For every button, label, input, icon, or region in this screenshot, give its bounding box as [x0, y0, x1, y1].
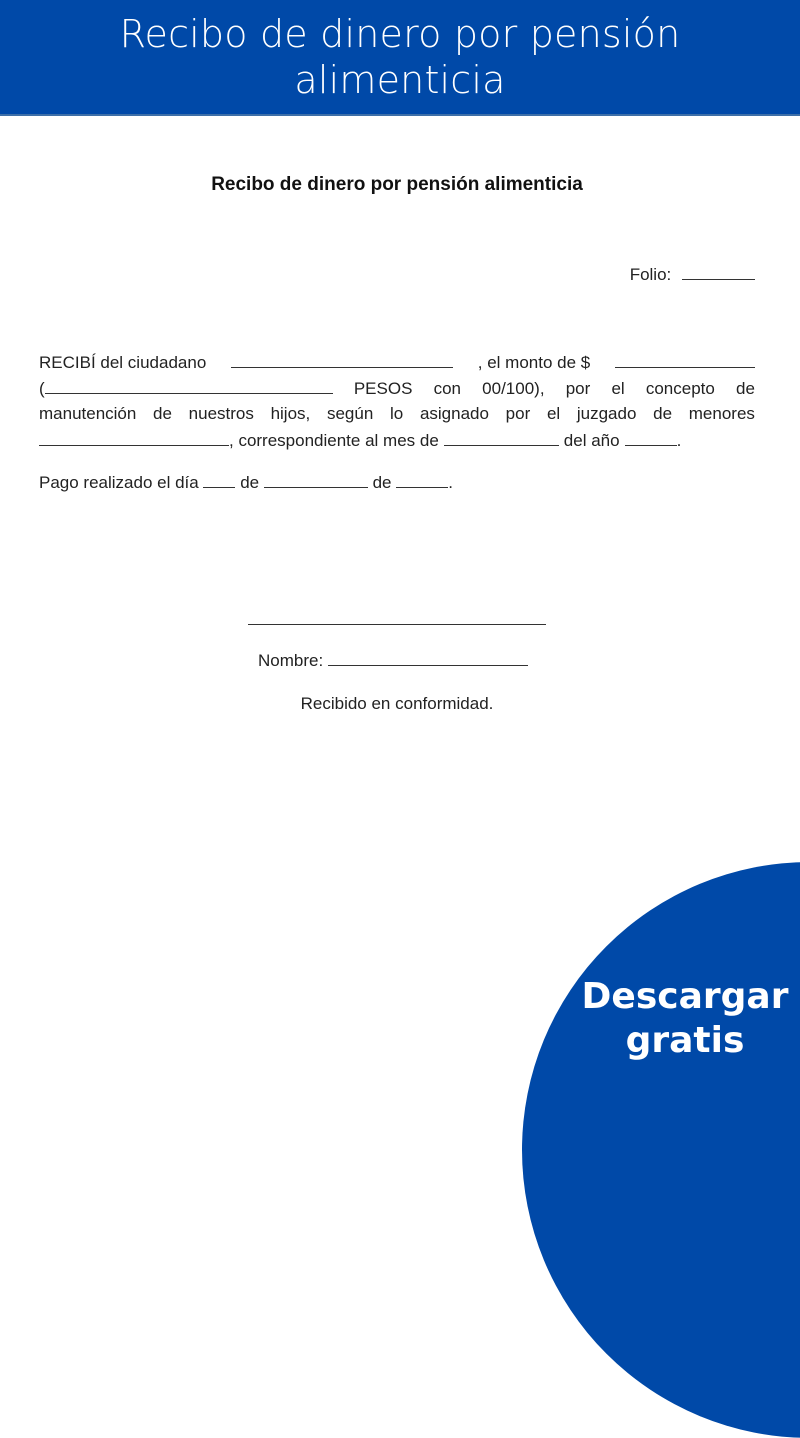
word: según [326, 404, 374, 423]
payment-de-1: de [240, 473, 260, 492]
payment-period: . [448, 473, 453, 492]
amount-words-blank [45, 378, 333, 394]
cents-word: 00/100), [482, 379, 545, 398]
page-banner [0, 0, 800, 116]
word: asignado [419, 404, 489, 423]
receipt-paragraph [39, 352, 755, 456]
month-blank [444, 430, 559, 446]
payment-de-2: de [372, 473, 392, 492]
name-label: Nombre: [258, 651, 324, 670]
payment-year-blank [396, 472, 448, 488]
paragraph-line-3 [39, 404, 755, 430]
word: hijos, [270, 404, 311, 423]
concepto-word: concepto [645, 379, 715, 398]
document-title-text: Recibo de dinero por pensión alimenticia [211, 174, 583, 195]
word: el [546, 404, 561, 423]
word: nuestros [188, 404, 254, 423]
signature-line [248, 624, 546, 625]
word: manutención [39, 404, 137, 423]
line-end-period: . [676, 431, 682, 450]
amount-blank [615, 352, 755, 368]
name-field [258, 650, 528, 671]
de-word: de [735, 379, 755, 398]
open-paren: ( [39, 379, 45, 398]
word: juzgado [576, 404, 637, 423]
received-from-label: RECIBÍ del ciudadano [39, 353, 207, 372]
folio-field [630, 264, 755, 286]
download-label-line-1: Descargar [581, 976, 789, 1017]
download-free-button[interactable] [570, 975, 800, 1063]
word: menores [688, 404, 755, 423]
word: de [153, 404, 172, 423]
folio-blank [682, 264, 755, 280]
name-blank [328, 650, 528, 666]
day-blank [203, 472, 235, 488]
download-label-line-2: gratis [625, 1020, 745, 1061]
el-word: el [611, 379, 625, 398]
payment-date-line [39, 472, 453, 493]
payment-label: Pago realizado el día [39, 473, 199, 492]
word: lo [390, 404, 404, 423]
banner-title-line-2: alimenticia [294, 58, 506, 102]
payment-month-blank [264, 472, 368, 488]
court-blank [39, 430, 229, 446]
banner-title-line-1: Recibo de dinero por pensión [119, 12, 681, 56]
amount-label: , el monto de $ [477, 353, 591, 372]
con-word: con [433, 379, 461, 398]
folio-label: Folio: [629, 265, 672, 284]
year-blank [625, 430, 677, 446]
download-button-circle[interactable] [522, 862, 800, 1438]
received-in-conformity: Recibido en conformidad. [300, 694, 494, 713]
citizen-name-blank [231, 352, 453, 368]
document-title [0, 173, 800, 197]
paragraph-line-4 [39, 430, 755, 456]
word: por [505, 404, 531, 423]
paragraph-line-1 [39, 352, 755, 378]
paragraph-line-2 [39, 378, 755, 404]
por-word: por [565, 379, 591, 398]
year-label: del año [563, 431, 620, 450]
pesos-word: PESOS [353, 379, 413, 398]
month-label: , correspondiente al mes de [229, 431, 439, 450]
amount-words-group [39, 378, 333, 399]
word: de [653, 404, 673, 423]
